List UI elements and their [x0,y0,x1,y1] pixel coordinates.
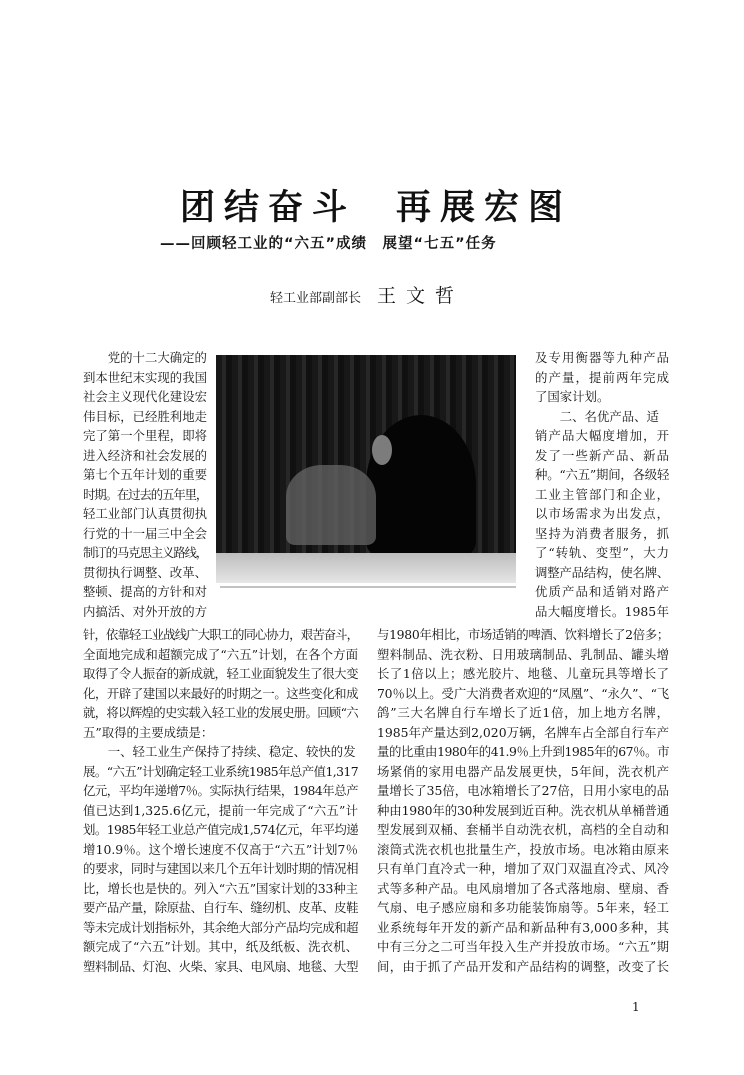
author-name: 王文哲 [377,285,465,307]
text-line: 品大幅度增长。1985年 [535,603,669,619]
right-column-top [535,348,669,621]
text-line: 了国家计划。 [535,389,610,404]
text-line: 时期。在过去的五年里， [83,486,207,502]
text-line: 及专用衡器等九种产品 [535,350,669,365]
text-line: 贯彻执行调整、改革、 [83,564,207,580]
text-line: 优质产品和适销对路产 [535,584,669,599]
text-line: 值已达到1,325.6亿元，提前一年完成了“六五”计 [83,802,358,818]
text-line: 等未完成计划指标外，其余绝大部分产品均完成和超 [83,919,358,935]
title-part-2: 再展宏图 [396,188,573,228]
text-line: 轻工业部门认真贯彻执 [83,506,207,521]
text-line: 一、轻工业生产保持了持续、稳定、较快的发 [83,744,356,759]
text-line: 坚持为消费者服务，抓 [535,525,669,541]
text-line: 完了第一个里程，即将 [83,428,207,443]
text-line: 的产量，提前两年完成 [535,369,669,385]
text-line: 量的比重由1980年的41.9％上升到1985年的67％。市 [377,744,669,759]
text-line: 70％以上。受广大消费者欢迎的“凤凰”、“永久”、“飞 [377,685,669,701]
text-line: 业系统每年开发的新产品和新品种有3,000多种，其 [377,919,669,935]
text-line: 划。1985年轻工业总产值完成1,574亿元，年平均递 [83,822,358,837]
byline [270,281,464,308]
text-line: 量增长了35倍，电冰箱增长了27倍，日用小家电的品 [377,783,669,798]
article-title [180,180,580,230]
text-line: 以市场需求为出发点， [535,506,669,521]
text-line: 进入经济和社会发展的 [83,447,207,463]
page-number: 1 [632,1000,640,1014]
text-line: 第七个五年计划的重要 [83,467,207,482]
text-line: 额完成了“六五”计划。其中，纸及纸板、洗衣机、 [83,939,358,954]
text-line: 工业主管部门和企业， [535,486,669,502]
text-line: 针，依靠轻工业战线广大职工的同心协力，艰苦奋斗， [83,627,358,642]
text-line: 制订的马克思主义路线， [83,545,207,560]
text-line: 亿元，平均年递增7％。实际执行结果，1984年总产 [83,783,358,798]
text-line: 场紧俏的家用电器产品发展更快，5年间，洗衣机产 [377,763,669,779]
text-line: 展。“六五”计划确定轻工业系统1985年总产值1,317 [83,763,358,779]
text-line: 行党的十一届三中全会 [83,525,207,541]
photo-face [372,435,392,465]
author-role: 轻工业部副部长 [270,291,362,306]
text-line: 比，增长也是快的。列入“六五”国家计划的33种主 [83,880,358,896]
text-line: 中有三分之二可当年投入生产并投放市场。“六五”期 [377,939,669,954]
text-line: 党的十二大确定的 [83,350,207,365]
text-line: 到本世纪末实现的我国 [83,369,207,385]
text-line: 滚筒式洗衣机也批量生产，投放市场。电冰箱由原来 [377,841,669,857]
left-column-body [83,625,358,976]
title-part-1: 团结奋斗 [180,188,357,228]
text-line: 塑料制品、灯泡、火柴、家具、电风扇、地毯、大型 [83,958,358,974]
text-line: 化，开辟了建国以来最好的时期之一。这些变化和成 [83,685,358,701]
text-line: 内搞活、对外开放的方 [83,603,207,619]
text-line: 只有单门直冷式一种，增加了双门双温直冷式、风冷 [377,861,669,876]
text-line: 了“转轨、变型”，大力 [535,545,669,560]
text-line: 长了1倍以上；感光胶片、地毯、儿童玩具等增长了 [377,666,669,681]
text-line: 式等多种产品。电风扇增加了各式落地扇、壁扇、香 [377,880,669,896]
text-line: 五”取得的主要成绩是： [83,724,214,740]
text-line: 增10.9％。这个增长速度不仅高于“六五”计划7％ [83,841,358,857]
text-line: 整顿、提高的方针和对 [83,584,207,599]
left-column-top [83,348,207,621]
text-line: 要产品产量，除原盐、自行车、缝纫机、皮革、皮鞋 [83,900,358,915]
text-line: 1985年产量达到2,020万辆，名牌车占全部自行车产 [377,724,669,740]
photo-table [216,553,516,583]
text-line: 种由1980年的30种发展到近百种。洗衣机从单桶普通 [377,802,669,818]
article-photo [216,355,516,583]
text-line: 鸽”三大名牌自行车增长了近1倍，加上地方名牌， [377,705,669,720]
photo-border-line [220,586,516,588]
text-line: 就，将以辉煌的史实载入轻工业的发展史册。回顾“六 [83,705,358,720]
text-line: 与1980年相比，市场适销的啤酒、饮料增长了2倍多； [377,627,669,642]
text-line: 二、名优产品、适 [535,408,659,424]
text-line: 销产品大幅度增加，开 [535,428,669,443]
text-line: 间，由于抓了产品开发和产品结构的调整，改变了长 [377,958,669,974]
text-line: 的要求，同时与建国以来几个五年计划时期的情况相 [83,861,358,876]
text-line: 全面地完成和超额完成了“六五”计划，在各个方面 [83,646,358,662]
photo-figure-foreground [286,465,376,545]
text-line: 伟目标，已经胜利地走 [83,408,207,424]
text-line: 取得了令人振奋的新成就，轻工业面貌发生了很大变 [83,666,358,681]
text-line: 塑料制品、洗衣粉、日用玻璃制品、乳制品、罐头增 [377,646,669,662]
right-column-body [377,625,669,976]
text-line: 发了一些新产品、新品 [535,447,669,463]
article-subtitle: ——回顾轻工业的“六五”成绩 展望“七五”任务 [160,236,497,252]
text-line: 气扇、电子感应扇和多功能装饰扇等。5年来，轻工 [377,900,669,915]
text-line: 种。“六五”期间，各级轻 [535,467,669,482]
text-line: 型发展到双桶、套桶半自动洗衣机，高档的全自动和 [377,822,669,837]
text-line: 社会主义现代化建设宏 [83,389,207,404]
text-line: 调整产品结构，使名牌、 [535,564,669,580]
